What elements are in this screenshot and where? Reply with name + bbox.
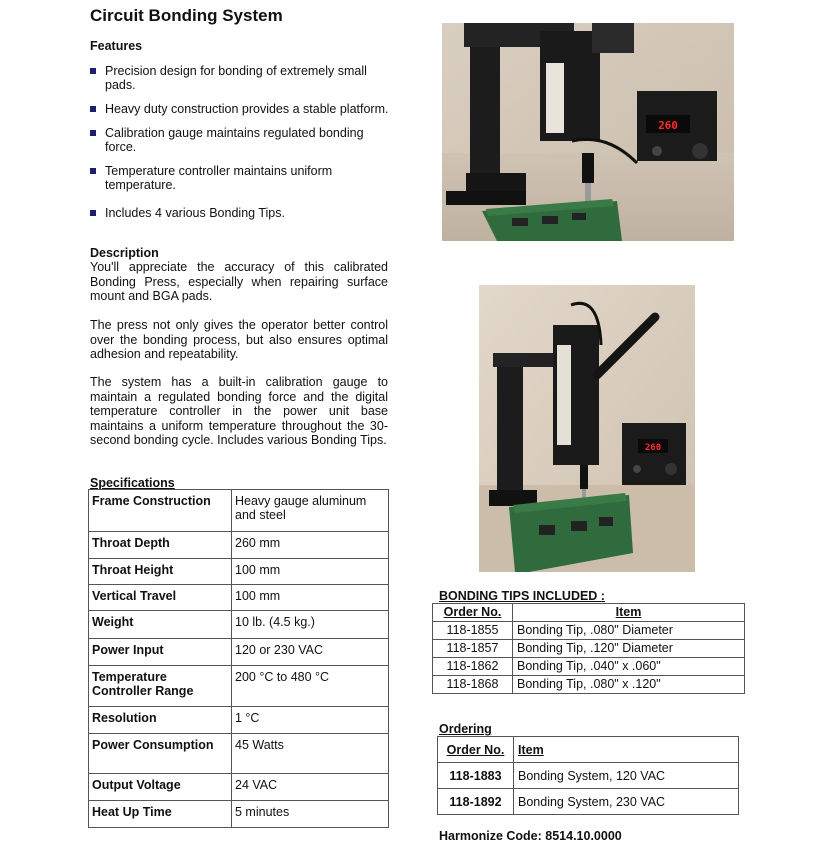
spec-value: 5 minutes: [232, 801, 389, 828]
item-name: Bonding Tip, .040" x .060": [513, 658, 745, 676]
spec-value: 100 mm: [232, 585, 389, 611]
table-header-row: [433, 604, 745, 622]
spec-label: Output Voltage: [89, 774, 232, 801]
temperature-display-icon: 260: [658, 119, 678, 132]
order-number: 118-1883: [438, 763, 514, 789]
table-row: [89, 585, 389, 611]
table-row: [438, 789, 739, 815]
spec-label: Power Consumption: [89, 734, 232, 774]
column-header-item: Item: [514, 737, 739, 763]
spec-label: Frame Construction: [89, 490, 232, 532]
specifications-table: [88, 489, 389, 828]
table-row: [89, 734, 389, 774]
table-row: [89, 532, 389, 559]
feature-item: Includes 4 various Bonding Tips.: [90, 206, 390, 220]
description-paragraph: The press not only gives the operator better control over the bonding process, but also ensures optimal adhesion and repeatability.: [90, 318, 388, 362]
table-header-row: [438, 737, 739, 763]
square-bullet-icon: [90, 130, 96, 136]
column-header-item: Item: [513, 604, 745, 622]
features-heading: Features: [90, 39, 143, 53]
spec-label: Power Input: [89, 639, 232, 666]
item-name: Bonding Tip, .080" Diameter: [513, 622, 745, 640]
page-title: Circuit Bonding System: [90, 6, 283, 25]
table-row: [433, 658, 745, 676]
spec-label: Resolution: [89, 707, 232, 734]
order-number: 118-1892: [438, 789, 514, 815]
table-row: [438, 763, 739, 789]
feature-item: Temperature controller maintains uniform temperature.: [90, 164, 390, 192]
feature-item: Precision design for bonding of extremely small pads.: [90, 64, 390, 92]
table-row: [89, 611, 389, 639]
harmonize-code: Harmonize Code: 8514.10.0000: [439, 829, 622, 843]
table-row: [433, 622, 745, 640]
bonding-tips-heading: BONDING TIPS INCLUDED :: [439, 589, 605, 603]
ordering-table: [437, 736, 739, 815]
item-name: Bonding System, 120 VAC: [514, 763, 739, 789]
spec-value: 200 °C to 480 °C: [232, 666, 389, 707]
table-row: [433, 640, 745, 658]
item-name: Bonding Tip, .080" x .120": [513, 676, 745, 694]
feature-item: Calibration gauge maintains regulated bonding force.: [90, 126, 390, 154]
spec-value: 1 °C: [232, 707, 389, 734]
description-paragraph: The system has a built-in calibration gauge to maintain a regulated bonding force and the digital temperature controller in the power unit base maintains a uniform temperature throughout the 30-second bonding cycle. Includes various Bonding Tips.: [90, 375, 388, 448]
table-row: [89, 801, 389, 828]
order-number: 118-1857: [433, 640, 513, 658]
spec-value: Heavy gauge aluminum and steel: [232, 490, 389, 532]
spec-value: 120 or 230 VAC: [232, 639, 389, 666]
item-name: Bonding System, 230 VAC: [514, 789, 739, 815]
square-bullet-icon: [90, 210, 96, 216]
temperature-display-icon: 260: [644, 443, 662, 453]
order-number: 118-1855: [433, 622, 513, 640]
square-bullet-icon: [90, 68, 96, 74]
spec-label: Throat Depth: [89, 532, 232, 559]
ordering-heading: Ordering: [439, 722, 492, 736]
bonding-tips-table: [432, 603, 745, 694]
spec-label: Throat Height: [89, 559, 232, 585]
table-row: [433, 676, 745, 694]
order-number: 118-1868: [433, 676, 513, 694]
feature-item: Heavy duty construction provides a stable platform.: [90, 102, 390, 116]
column-header-order: Order No.: [433, 604, 513, 622]
bonding-press-lever-photo: [479, 285, 695, 572]
table-row: [89, 559, 389, 585]
spec-value: 45 Watts: [232, 734, 389, 774]
spec-value: 10 lb. (4.5 kg.): [232, 611, 389, 639]
square-bullet-icon: [90, 106, 96, 112]
bonding-system-photo: [442, 23, 734, 241]
spec-label: Temperature Controller Range: [89, 666, 232, 707]
features-list: [90, 64, 390, 230]
order-number: 118-1862: [433, 658, 513, 676]
specifications-heading: Specifications: [90, 476, 175, 490]
table-row: [89, 774, 389, 801]
spec-value: 260 mm: [232, 532, 389, 559]
spec-value: 24 VAC: [232, 774, 389, 801]
spec-value: 100 mm: [232, 559, 389, 585]
table-row: [89, 666, 389, 707]
description-heading: Description: [90, 246, 159, 260]
description-paragraph: You'll appreciate the accuracy of this calibrated Bonding Press, especially when repairing surface mount and BGA pads.: [90, 260, 388, 304]
spec-label: Weight: [89, 611, 232, 639]
table-row: [89, 639, 389, 666]
spec-label: Heat Up Time: [89, 801, 232, 828]
table-row: [89, 707, 389, 734]
spec-label: Vertical Travel: [89, 585, 232, 611]
column-header-order: Order No.: [438, 737, 514, 763]
table-row: [89, 490, 389, 532]
square-bullet-icon: [90, 168, 96, 174]
item-name: Bonding Tip, .120" Diameter: [513, 640, 745, 658]
